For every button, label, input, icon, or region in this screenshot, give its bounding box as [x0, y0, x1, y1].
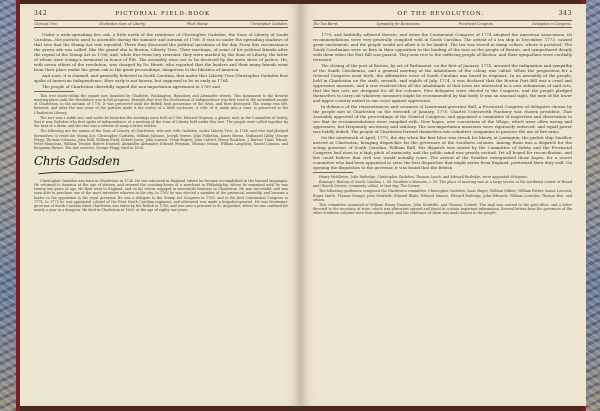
- page-number: 343: [558, 10, 572, 17]
- paragraph: On the nineteenth of April, 1775, the day when the first blow was struck for liberty at Lexington, the packet ship Swallow arrived at Charleston, bringing dispatches for the governors of the Southern colonies. Among them was a dispatch for the acting governor of South Carolina, William Bull. His dispatch was seized by the Committee of Safety and the Provincial Congress had risen to a high pitch of animosity, and the public mind was greatly excited. Yet all hoped for reconciliation, and few could believe that civil war would actually come. The arrival of the Swallow extinguished those hopes, for a secret committee who had been appointed to seize the first dispatches that might arrive from England, performed their duty well. On opening the dispatches to the governor, it was found that the British: [313, 134, 572, 170]
- footnote: Ramsay's History of South Carolina, i. 84. Moultrie's Memoirs, i. 10. The place of meeting was at a large tavern in the northeast corner of Broad and Church Streets, commonly called, at that day, The Corner.: [313, 180, 572, 189]
- body-text-left: [34, 32, 288, 89]
- running-head-left: [34, 10, 288, 17]
- running-title: PICTORIAL FIELD-BOOK: [115, 11, 211, 17]
- marbled-edge-left: [0, 0, 16, 411]
- footnotes-left-top: [34, 94, 288, 151]
- subhead: Fitch Statue.: [186, 22, 210, 26]
- subhead: Charleston Sons of Liberty.: [98, 22, 146, 26]
- footnote: The following gentlemen composed the Charleston committee: Christopher Gadsden, Isaac Huger, William Gibbes, William Parker, Aaron Loocock, Roger Smith, Thomas Savage, John Neufville, Edward Blake, Edward Simons, Edward Rutledge, John Edwards, William Lowndes, Thomas Bee, and others.: [313, 189, 572, 202]
- footnote: Henry Middleton, John Rutledge, Christopher Gadsden, Thomas Lynch, and Edward Rutledge, were appointed delegates.: [319, 175, 529, 180]
- running-title: OF THE REVOLUTION.: [397, 11, 485, 17]
- subhead: Christopher Gadsden.: [250, 22, 288, 26]
- subhead: Sympathy for Bostonians.: [376, 22, 421, 26]
- running-head-right: [313, 10, 572, 17]
- footnote: This committee consisted of William Henry Drayton, John Neufville, and Thomas Corbett. The mail was carried to the post-office, and a letter directed to the secretary of state, which was afterward opened and found to contain important information. Several letters from the governors of the other Southern colonies were thus intercepted, and the substance of them was made known to the people.: [313, 202, 572, 216]
- subhead-bar-right: [313, 20, 572, 28]
- paragraph: The people of Charleston cheerfully signed the non-importation agreement in 1769 and: [42, 83, 220, 89]
- subhead: Provincial Congress.: [458, 22, 495, 26]
- paragraph: 1770, and faithfully adhered thereto; and when the Continental Congress of 1774 adopted the American Association, its recommendations were very generally complied with in South Carolina. The arrival of a tea ship in December, 1773, caused great excitement, and the people would not allow it to be landed. The tea was stored in damp cellars, where it perished. The South Carolinians were as firm in their opposition to the landing of the teas as the people of Boston, and sympathized deeply with them when the Port Bill was passed. They sent rice to the suffering people of Boston, and their sympathies were cordially returned.: [313, 32, 572, 63]
- signature-flourish-icon: [34, 152, 144, 178]
- subhead: The Tea Burnt.: [313, 22, 339, 26]
- footnote: The tree was a noble one, and under its branches the meetings were held in 1766. Edward Weyman, a glazier, said, in the Committee of Safety, that it was Gadsden who first spoke of independence, at a meeting of the Sons of Liberty held under this tree. The people were called together by the beat of a drum, and the tree was a witness of many a brave resolve.: [34, 115, 288, 129]
- footnote: The following are the names of the Sons of Liberty of Charleston, who met with Gadsden, under Liberty Tree, in 1766, and who had pledged themselves to resist the Stamp Act: Christopher Gadsden, William Johnson, Joseph Verree, John Fullerton, James Brown, Nathaniel Libby, George Flagg, Thomas Coleman, John Hall, William Field, Robert Jones, John Lawton, Uriah Rogers, John Calvert, Henry Bookless, J. Barlow, Tunis Tebout, Peter Munclean, William Trusler, Robert Howard, Alexander Alexander, Edward Weyman, Thomas Swann, William Laughton, Daniel Cannon, and Benjamin Hawes. The last survivor, George Flagg, died in 1824.: [34, 129, 288, 151]
- paragraph: And soon, it is claimed, and generally believed in South Carolina, that under that Liberty Tree Christopher Gadsden first spoke of American Independence. How early is not known, but supposed to be as early as 1764.: [34, 72, 288, 84]
- signature-facsimile: [34, 152, 288, 178]
- paragraph: Under a wide-spreading live oak, a little north of the residence of Christopher Gadsden, the Sons of Liberty of South Carolina—the patriots used to assemble during the summer and autumn of 1766. It was so under the spreading shadows of that tree that the Stamp Act was repealed. There they discussed the political questions of the day. From this circumstance the green oak was called, like the grand elm in Boston, Liberty Tree. Their meetings, of some of his political friends after the repeal of the Stamp Act in 1766; and, while free from tory restraint, they were marked by the Sons of Liberty, the latter of whom were voting a memorial in honor of Pitt. The assembly were not to be deceived by the mere show of justice. He, with seven others of the revolution, was charged by Dr. Hewit, who reported that the leaders and their many friends went from their place under the great oak to the great proceedings, dangerous to the liberties of America.: [34, 32, 288, 73]
- left-page: [20, 4, 301, 406]
- body-text-right: [313, 32, 572, 170]
- footnote: This tree stood within the square now bounded by Charlotte, Washington, Boundary, and Alexander streets. This monument to the favorite meeting-place until the Revolution was in full progress. Beneath that tree the Declaration of Independence was first read to the assembled people of Charleston, in the autumn of 1776. It was preserved until the British took possession of the town, and then destroyed. The stump was left, however, and after the war some of the patriots made it the centre of a little enclosure. A relic of it, made into a cane, is preserved in the Charleston Library.: [34, 93, 288, 115]
- subhead-bar-left: [34, 20, 288, 28]
- footnote-rule: [34, 91, 74, 92]
- signature-text: Chris Gadsden: [34, 153, 120, 168]
- footnote: Christopher Gadsden was born in Charleston in 1724. He was educated in England, where he became accomplished in the learned languages. He returned to America at the age of sixteen, and entered the counting-house of a merchant in Philadelphia, where he remained until he was twenty-one years of age. He then went to England, and on his return engaged in mercantile business in Charleston. He was successful, and was soon able to purchase one of the most extensive wharves in the city. In 1763 he was elected a member of the provincial assembly, and became a leader in the opposition to the royal governor. He was a delegate to the Stamp Act Congress in 1765, and to the first Continental Congress in 1774. In 1775 he was appointed colonel of the First South Carolina regiment, and afterward was made a brigadier-general. He was lieutenant-governor of South Carolina when Charleston was taken by the British in 1780, and was sent a prisoner to St. Augustine, where he was confined for nearly a year in a dungeon. He died in Charleston in 1805, at the age of eighty-one years.: [34, 178, 288, 213]
- marbled-edge-right: [586, 0, 600, 411]
- paragraph: In defiance of the remonstrances and censures of Lieutenant-governor Bull, a Provincial Congress of delegates chosen by the people met at Charleston on the eleventh of January, 1775. Charles Cotesworth Pinckney was chosen president. That Assembly approved of the proceedings of the General Congress, and appointed a committee of inspection and observation to see that its recommendations were complied with. New hopes, new convictions of the Whigs, which were often wrong and oppressive, but frequently necessary and salutary. The non-importation measures were rigorously enforced, and equal power was boldly defied. The people of Charleston formed themselves into volunteer companies to practice the use of fire-arms.: [313, 103, 572, 135]
- footnotes-right: [313, 175, 572, 216]
- right-page: [301, 4, 586, 406]
- page-number: 342: [34, 10, 48, 17]
- subhead: Delegates to Congress.: [532, 22, 572, 26]
- footnote-gadsden-bio: [34, 179, 288, 213]
- footnote-rule: [313, 172, 353, 173]
- paragraph: The closing of the port of Boston, by act of Parliament, on the first of January, 1774, aroused the indignation and sympathy of the South Carolinians, and a general meeting of the inhabitants of the colony was called. When the proposition for a General Congress went forth, the affirmative voice of South Carolina was heard in response. In an assembly of the people, held in Charleston on the sixth, seventh, and eighth of July, 1774, it was declared that the Boston Port Bill was a cruel and oppressive measure, and it was resolved that all the inhabitants of that town are interested in a new submission of said acts, that the late acts are designed for all the colonies. Five delegates were elected to the Congress, and the people pledged themselves to carry out whatever measures might be recommended by that body. It was an unusual sight, the men of the lower and upper country united in one voice against oppression.: [313, 62, 572, 104]
- subhead: Glorious Trio.: [34, 22, 58, 26]
